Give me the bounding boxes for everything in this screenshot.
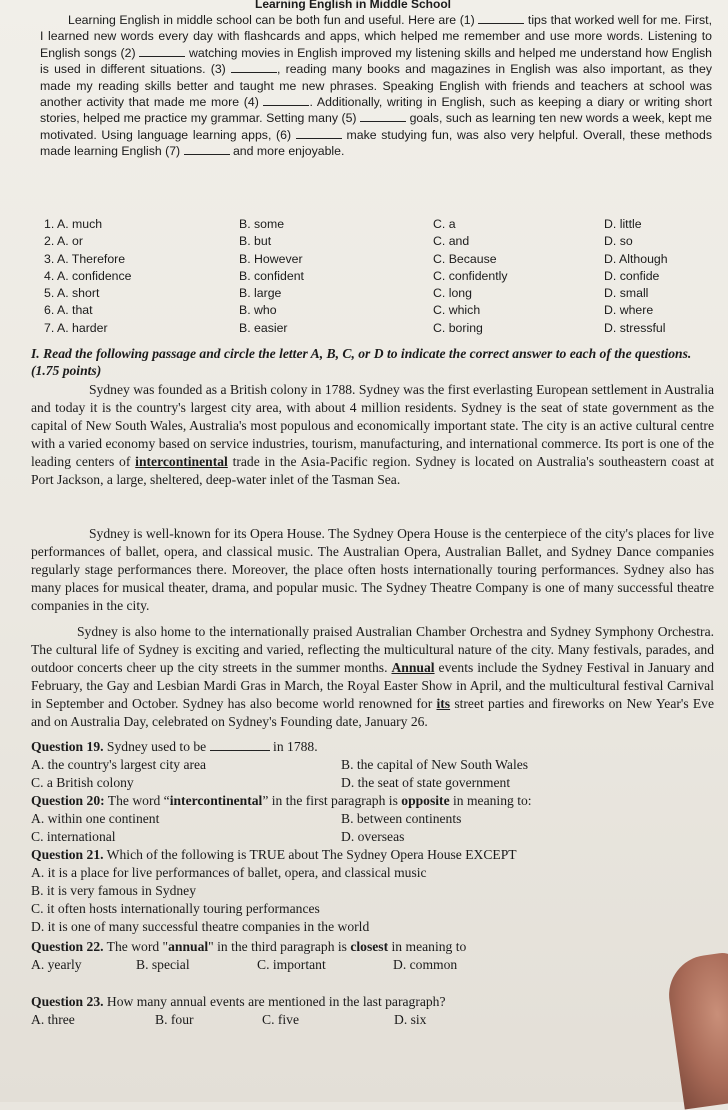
option-7c[interactable]: C. boring xyxy=(433,320,483,335)
blank-1 xyxy=(478,13,524,24)
question-20-text-b: ” in the first paragraph is xyxy=(262,793,398,808)
option-row-6 xyxy=(44,302,714,319)
option-1b[interactable]: B. some xyxy=(239,217,285,231)
sydney-paragraph-2: Sydney is well-known for its Opera House. The Sydney Opera House is the centerpiece of the city's places for live performances of ballet, opera, and classical music. The Australian Opera, Australian Ballet, and Sydney Dance companies regularly stage performances there. Moreover, the place often hosts internationally touring performances. Sydney also has many places for musical theater, drama, and popular music. The Sydney Theatre Company is one of many successful theatre companies in the city. xyxy=(31,526,714,613)
option-7b[interactable]: B. easier xyxy=(239,320,288,335)
q19-option-b[interactable]: B. the capital of New South Wales xyxy=(341,757,529,772)
question-20-text-c: in meaning to: xyxy=(453,793,532,808)
question-21-label: Question 21. xyxy=(31,847,104,862)
option-1c[interactable]: C. a xyxy=(433,217,456,231)
option-5b[interactable]: B. large xyxy=(239,286,282,301)
q21-option-c[interactable]: C. it often hosts internationally touring performances xyxy=(31,901,320,916)
question-20-opposite: opposite xyxy=(401,793,450,808)
underlined-annual: Annual xyxy=(391,660,435,675)
cloze-text-3: watching movies in English improved my listening skills and helped me understand how English is used in different situations. (3) xyxy=(40,45,713,77)
option-2b[interactable]: B. but xyxy=(239,234,272,249)
question-20-text-a: The word “ xyxy=(107,793,170,808)
underlined-its: its xyxy=(436,696,451,711)
option-6c[interactable]: C. which xyxy=(433,303,481,318)
question-19-blank xyxy=(210,738,270,751)
cloze-text-1: Learning English in middle school can be both fun and useful. Here are (1) xyxy=(68,13,475,27)
option-1a[interactable]: 1. A. much xyxy=(44,217,103,231)
question-22-closest: closest xyxy=(350,939,389,954)
page-title: Learning English in Middle School xyxy=(255,0,452,11)
blank-4 xyxy=(263,95,309,106)
blank-5 xyxy=(360,111,406,122)
q22-option-b[interactable]: B. special xyxy=(136,957,190,972)
option-6d[interactable]: D. where xyxy=(604,303,654,318)
question-19-text-a: Sydney used to be xyxy=(106,739,207,754)
q21-option-d[interactable]: D. it is one of many successful theatre companies in the world xyxy=(31,919,370,934)
option-3c[interactable]: C. Because xyxy=(433,251,497,266)
q23-option-a[interactable]: A. three xyxy=(31,1012,75,1027)
blank-7 xyxy=(184,144,230,155)
blank-2 xyxy=(139,46,185,57)
option-row-3 xyxy=(44,251,714,268)
thumb-in-photo xyxy=(664,950,728,1109)
question-23 xyxy=(31,993,721,1029)
option-5d[interactable]: D. small xyxy=(604,286,649,301)
q23-option-c[interactable]: C. five xyxy=(262,1012,299,1027)
q22-option-d[interactable]: D. common xyxy=(393,957,458,972)
option-2c[interactable]: C. and xyxy=(433,234,470,249)
section-instruction: I. Read the following passage and circle the letter A, B, C, or D to indicate the correct answer to each of the questions. (1.75 points) xyxy=(31,346,692,378)
blank-3 xyxy=(231,62,277,73)
question-21 xyxy=(31,846,721,936)
option-5c[interactable]: C. long xyxy=(433,286,472,301)
option-4b[interactable]: B. confident xyxy=(239,268,304,283)
question-20-label: Question 20: xyxy=(31,793,105,808)
option-4d[interactable]: D. confide xyxy=(604,268,660,283)
option-2d[interactable]: D. so xyxy=(604,234,633,249)
option-3a[interactable]: 3. A. Therefore xyxy=(44,251,126,266)
option-5a[interactable]: 5. A. short xyxy=(44,286,100,301)
q21-option-b[interactable]: B. it is very famous in Sydney xyxy=(31,883,197,898)
option-7a[interactable]: 7. A. harder xyxy=(44,320,108,335)
sydney-p3-text-b: events include the Sydney Festival in January and February, the Gay and Lesbian Mardi Gras in March, the Royal Easter Show in April, and the multicultural festival Carnival in September and October. Sydney has also become world renowned for xyxy=(31,660,715,711)
question-20 xyxy=(31,792,721,846)
q23-option-d[interactable]: D. six xyxy=(394,1012,427,1027)
question-21-text: Which of the following is TRUE about The Sydney Opera House EXCEPT xyxy=(106,847,517,862)
option-4a[interactable]: 4. A. confidence xyxy=(44,268,132,283)
cloze-text-5: . Additionally, writing in English, such as keeping a diary or writing short stories, helped me practice my grammar. Setting many (5) xyxy=(40,95,712,126)
question-19 xyxy=(31,738,721,792)
sydney-p1-text-b: trade in the Asia-Pacific region. Sydney is located on Australia's southeastern coast at Port Jackson, a large, sheltered, deep-water inlet of the Tasman Sea. xyxy=(31,454,715,487)
option-7d[interactable]: D. stressful xyxy=(604,320,666,335)
question-22 xyxy=(31,938,721,974)
cloze-text-2: tips that worked well for me. First, I learned new words every day with flashcards and apps, which helped me remember and use more words. Listening to English songs (2) xyxy=(40,13,712,60)
sydney-paragraph-3 xyxy=(31,623,714,731)
option-row-1 xyxy=(44,216,714,233)
option-6a[interactable]: 6. A. that xyxy=(44,303,93,318)
question-19-label: Question 19. xyxy=(31,739,104,754)
cloze-options xyxy=(44,216,714,337)
q19-option-c[interactable]: C. a British colony xyxy=(31,775,134,790)
question-22-word: annual xyxy=(168,939,209,954)
cloze-text-7: make studying fun, was also very helpful. Overall, these methods made learning English (7) xyxy=(40,127,713,159)
sydney-p3-text-a: Sydney is also home to the internationally praised Australian Chamber Orchestra and Sydney Symphony Orchestra. The cultural life of Sydney is exciting and varied, reflecting the multicultural nature of the city. Many festivals, parades, and outdoor concerts cheer up the city streets in the summer months. xyxy=(31,624,714,675)
q19-option-d[interactable]: D. the seat of state government xyxy=(341,775,511,790)
option-6b[interactable]: B. who xyxy=(239,303,277,318)
question-22-label: Question 22. xyxy=(31,939,104,954)
q22-option-a[interactable]: A. yearly xyxy=(31,957,82,972)
sydney-p3-text-c: street parties and fireworks on New Year's Eve and on Australia Day, celebrated on Sydney's Founding date, January 26. xyxy=(31,696,714,729)
option-1d[interactable]: D. little xyxy=(604,217,642,231)
option-3d[interactable]: D. Although xyxy=(604,251,668,266)
q22-option-c[interactable]: C. important xyxy=(257,957,326,972)
sydney-p1-text-a: Sydney was founded as a British colony in 1788. Sydney was the first everlasting European settlement in Australia and today it is the country's largest city area, with about 4 million residents. Sydney is the seat of state government as the capital of New South Wales, Australia's most populous and economically important state. The city is an active cultural centre with a varied economy based on service industries, tourism, manufacturing, and international commerce. Its port is one of the leading centers of xyxy=(31,382,714,469)
option-row-2 xyxy=(44,233,714,250)
q20-option-a[interactable]: A. within one continent xyxy=(31,811,160,826)
option-row-4 xyxy=(44,268,714,285)
question-19-text-b: in 1788. xyxy=(273,739,318,754)
option-row-7 xyxy=(44,320,714,337)
cloze-text-8: and more enjoyable. xyxy=(232,144,345,159)
question-22-text-a: The word " xyxy=(106,939,169,954)
underlined-intercontinental: intercontinental xyxy=(135,454,228,469)
q23-option-b[interactable]: B. four xyxy=(155,1012,194,1027)
q20-option-b[interactable]: B. between continents xyxy=(341,811,462,826)
q20-option-d[interactable]: D. overseas xyxy=(341,829,405,844)
sydney-paragraph-1 xyxy=(31,381,714,489)
option-2a[interactable]: 2. A. or xyxy=(44,234,83,249)
question-22-text-c: in meaning to xyxy=(391,939,467,954)
q19-option-a[interactable]: A. the country's largest city area xyxy=(31,757,207,772)
question-23-text: How many annual events are mentioned in the last paragraph? xyxy=(106,994,446,1009)
question-22-text-b: " in the third paragraph is xyxy=(208,939,347,954)
cloze-text-6: goals, such as learning ten new words a week, kept me motivated. Using language learning apps, (6) xyxy=(40,111,712,142)
cloze-passage xyxy=(40,12,712,160)
q21-option-a[interactable]: A. it is a place for live performances of ballet, opera, and classical music xyxy=(31,865,427,880)
option-4c[interactable]: C. confidently xyxy=(433,268,508,283)
q20-option-c[interactable]: C. international xyxy=(31,829,116,844)
question-23-label: Question 23. xyxy=(31,994,104,1009)
question-20-word: intercontinental xyxy=(169,793,263,808)
option-3b[interactable]: B. However xyxy=(239,251,303,266)
cloze-text-4: , reading many books and magazines in English was also important, as they made my reading skills better and taught me new phrases. Speaking English with friends and teachers at school was another activity that made me more (4) xyxy=(40,62,713,110)
blank-6 xyxy=(296,128,342,139)
option-row-5 xyxy=(44,285,714,302)
